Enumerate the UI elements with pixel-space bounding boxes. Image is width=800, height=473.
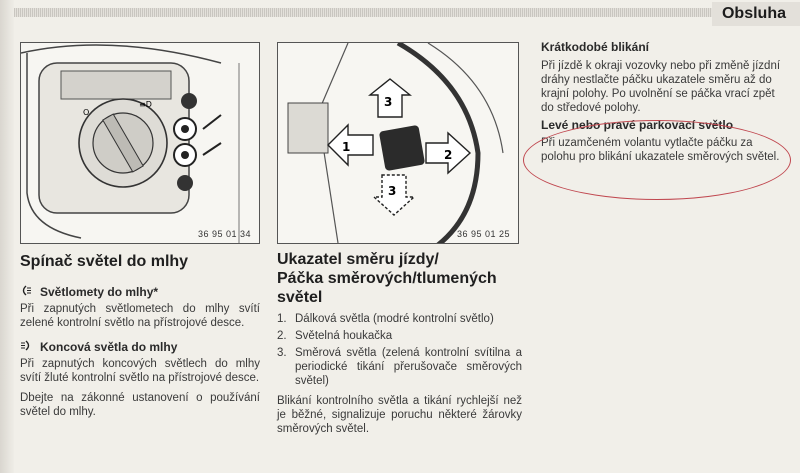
arrow-label-3-up: 3	[384, 95, 393, 109]
section-tab: Obsluha	[712, 2, 800, 26]
subsection-header	[20, 340, 260, 354]
svg-text:≡D: ≡D	[139, 100, 152, 109]
subsection-title: Koncová světla do mlhy	[40, 340, 178, 354]
rear-fog-light-icon	[20, 340, 32, 354]
subsection-title: Krátkodobé blikání	[541, 40, 650, 54]
paragraph: Při zapnutých koncových světlech do mlhy svítí žluté kontrolní světlo na přístrojové desce.	[20, 358, 260, 384]
list-item-number: 2.	[277, 330, 287, 342]
paragraph: Při zapnutých světlometech do mlhy svítí zelené kontrolní světlo na přístrojové desce.	[20, 303, 260, 329]
list-item	[277, 312, 522, 326]
svg-text:O: O	[83, 108, 90, 117]
lever-illustration	[278, 43, 519, 244]
arrow-label-3-down: 3	[388, 184, 397, 198]
arrow-label-2: 2	[444, 148, 453, 162]
section-title-line2: Páčka směrových/tlumených	[277, 270, 497, 287]
note-paragraph: Dbejte na zákonné ustanovení o používání světel do mlhy.	[20, 392, 260, 418]
list-item-number: 1.	[277, 313, 287, 325]
paragraph: Při uzamčeném volantu vytlačte páčku za polohu pro blikání ukazatele směrových světel.	[541, 137, 780, 163]
column-fog-light-switch	[20, 252, 260, 419]
fog-switch-illustration	[21, 43, 260, 244]
page-binding-edge	[0, 0, 14, 473]
paragraph: Při jízdě k okraji vozovky nebo při změně jízdní dráhy nestlačte páčku ukazatele směru až do krajní polohy. Po uvolnění se páčka vrací zpět do středové polohy.	[541, 60, 781, 114]
list-item-text: Světelná houkačka	[295, 330, 393, 342]
section-title-line3: světel	[277, 289, 323, 306]
header-bar	[14, 8, 800, 17]
list-item	[277, 329, 522, 343]
list-item	[277, 346, 522, 388]
red-highlight-ellipse	[523, 120, 791, 200]
lever-position-list	[277, 312, 522, 388]
note-paragraph: Blikání kontrolního světla a tikání rychlejší než je běžné, signalizuje poruchu některé žárovky směrových světel.	[277, 395, 522, 435]
arrow-label-1: 1	[342, 140, 351, 154]
list-item-text: Dálková světla (modré kontrolní světlo)	[295, 313, 494, 325]
front-fog-light-icon	[20, 285, 32, 299]
subsection-title: Levé nebo pravé parkovací světlo	[541, 118, 734, 132]
list-item-number: 3.	[277, 347, 287, 359]
figure-code: 36 95 01 25	[456, 229, 510, 239]
figure-code: 36 95 01 34	[197, 229, 251, 239]
subsection-header	[20, 285, 260, 299]
section-title-line1: Ukazatel směru jízdy/	[277, 251, 439, 268]
section-title: Spínač světel do mlhy	[20, 253, 189, 270]
column-turn-signal	[277, 250, 522, 436]
figure-fog-light-switch	[20, 42, 260, 244]
figure-turn-signal-lever	[277, 42, 519, 244]
list-item-text: Směrová světla (zelená kontrolní svítilna a periodické tikání přerušovače směrových světel)	[295, 347, 522, 387]
subsection-title: Světlomety do mlhy*	[40, 285, 159, 299]
